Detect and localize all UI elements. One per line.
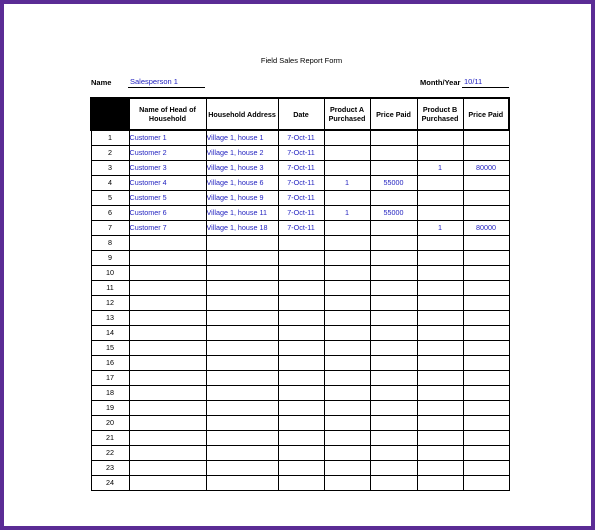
head-of-household-cell[interactable] xyxy=(129,401,206,416)
price-paid-a-cell[interactable] xyxy=(370,161,417,176)
row-number-cell: 17 xyxy=(91,371,129,386)
price-paid-a-cell[interactable] xyxy=(370,311,417,326)
table-row xyxy=(91,130,509,146)
product-a-cell[interactable] xyxy=(324,386,370,401)
household-address-cell[interactable] xyxy=(206,266,278,281)
date-cell[interactable] xyxy=(278,296,324,311)
sales-report-table xyxy=(90,97,510,491)
price-paid-a-cell[interactable] xyxy=(370,461,417,476)
household-address-cell[interactable] xyxy=(206,401,278,416)
head-of-household-cell[interactable] xyxy=(129,341,206,356)
head-of-household-cell[interactable] xyxy=(129,311,206,326)
product-b-cell[interactable] xyxy=(417,206,463,221)
product-b-cell[interactable] xyxy=(417,281,463,296)
row-number-cell: 7 xyxy=(91,221,129,236)
table-row xyxy=(91,266,509,281)
table-row xyxy=(91,371,509,386)
household-address-cell[interactable] xyxy=(206,416,278,431)
date-cell[interactable] xyxy=(278,476,324,491)
product-a-cell[interactable] xyxy=(324,266,370,281)
price-paid-a-cell[interactable] xyxy=(370,476,417,491)
price-paid-b-cell[interactable] xyxy=(463,146,509,161)
head-of-household-cell[interactable] xyxy=(129,371,206,386)
product-b-cell[interactable] xyxy=(417,416,463,431)
household-address-cell[interactable] xyxy=(206,296,278,311)
household-address-cell[interactable] xyxy=(206,281,278,296)
table-row xyxy=(91,446,509,461)
table-row xyxy=(91,461,509,476)
row-number-cell: 9 xyxy=(91,251,129,266)
price-paid-a-cell[interactable] xyxy=(370,416,417,431)
row-number-cell: 3 xyxy=(91,161,129,176)
household-address-cell[interactable]: Village 1, house 18 xyxy=(206,221,278,236)
price-paid-b-cell[interactable] xyxy=(463,431,509,446)
product-b-cell[interactable] xyxy=(417,130,463,146)
head-of-household-cell[interactable] xyxy=(129,296,206,311)
price-paid-b-cell[interactable] xyxy=(463,461,509,476)
product-a-cell[interactable] xyxy=(324,161,370,176)
month-year-field[interactable]: 10/11 xyxy=(462,77,509,88)
header-product-b-purchased: Product B Purchased xyxy=(417,98,463,130)
form-title: Field Sales Report Form xyxy=(260,56,343,65)
row-number-cell: 5 xyxy=(91,191,129,206)
price-paid-a-cell[interactable] xyxy=(370,371,417,386)
date-cell[interactable] xyxy=(278,371,324,386)
row-number-cell: 20 xyxy=(91,416,129,431)
product-b-cell[interactable] xyxy=(417,431,463,446)
price-paid-b-cell[interactable] xyxy=(463,356,509,371)
head-of-household-cell[interactable] xyxy=(129,236,206,251)
table-row xyxy=(91,431,509,446)
header-head-of-household: Name of Head of Household xyxy=(129,98,206,130)
date-cell[interactable] xyxy=(278,401,324,416)
table-row xyxy=(91,176,509,191)
price-paid-a-cell[interactable] xyxy=(370,401,417,416)
product-b-cell[interactable] xyxy=(417,146,463,161)
row-number-cell: 12 xyxy=(91,296,129,311)
date-cell[interactable]: 7-Oct-11 xyxy=(278,130,324,146)
price-paid-b-cell[interactable] xyxy=(463,341,509,356)
table-row xyxy=(91,281,509,296)
table-row xyxy=(91,341,509,356)
product-b-cell[interactable] xyxy=(417,341,463,356)
table-row xyxy=(91,161,509,176)
row-number-cell: 2 xyxy=(91,146,129,161)
row-number-cell: 11 xyxy=(91,281,129,296)
product-a-cell[interactable] xyxy=(324,146,370,161)
price-paid-b-cell[interactable]: 80000 xyxy=(463,161,509,176)
date-cell[interactable]: 7-Oct-11 xyxy=(278,221,324,236)
price-paid-b-cell[interactable] xyxy=(463,296,509,311)
row-number-cell: 1 xyxy=(91,130,129,146)
price-paid-a-cell[interactable] xyxy=(370,251,417,266)
product-a-cell[interactable]: 1 xyxy=(324,176,370,191)
price-paid-a-cell[interactable] xyxy=(370,236,417,251)
price-paid-a-cell[interactable] xyxy=(370,386,417,401)
household-address-cell[interactable]: Village 1, house 11 xyxy=(206,206,278,221)
head-of-household-cell[interactable] xyxy=(129,416,206,431)
table-row xyxy=(91,221,509,236)
head-of-household-cell[interactable]: Customer 6 xyxy=(129,206,206,221)
row-number-cell: 14 xyxy=(91,326,129,341)
price-paid-b-cell[interactable] xyxy=(463,191,509,206)
price-paid-b-cell[interactable] xyxy=(463,206,509,221)
head-of-household-cell[interactable]: Customer 1 xyxy=(129,130,206,146)
table-body xyxy=(91,130,509,491)
head-of-household-cell[interactable] xyxy=(129,356,206,371)
household-address-cell[interactable] xyxy=(206,461,278,476)
header-product-a-purchased: Product A Purchased xyxy=(324,98,370,130)
product-a-cell[interactable] xyxy=(324,221,370,236)
price-paid-b-cell[interactable] xyxy=(463,311,509,326)
product-b-cell[interactable]: 1 xyxy=(417,221,463,236)
price-paid-a-cell[interactable] xyxy=(370,191,417,206)
date-cell[interactable] xyxy=(278,356,324,371)
household-address-cell[interactable] xyxy=(206,236,278,251)
product-a-cell[interactable] xyxy=(324,356,370,371)
date-cell[interactable]: 7-Oct-11 xyxy=(278,176,324,191)
table-row xyxy=(91,236,509,251)
name-field[interactable]: Salesperson 1 xyxy=(128,77,205,88)
product-a-cell[interactable] xyxy=(324,431,370,446)
date-cell[interactable]: 7-Oct-11 xyxy=(278,191,324,206)
price-paid-a-cell[interactable] xyxy=(370,431,417,446)
table-row xyxy=(91,386,509,401)
table-header-row xyxy=(91,98,509,130)
product-b-cell[interactable] xyxy=(417,356,463,371)
price-paid-a-cell[interactable] xyxy=(370,146,417,161)
product-a-cell[interactable] xyxy=(324,416,370,431)
row-number-cell: 6 xyxy=(91,206,129,221)
row-number-cell: 21 xyxy=(91,431,129,446)
price-paid-b-cell[interactable] xyxy=(463,266,509,281)
price-paid-b-cell[interactable] xyxy=(463,326,509,341)
product-a-cell[interactable] xyxy=(324,341,370,356)
price-paid-a-cell[interactable]: 55000 xyxy=(370,176,417,191)
product-b-cell[interactable] xyxy=(417,386,463,401)
price-paid-b-cell[interactable] xyxy=(463,446,509,461)
price-paid-b-cell[interactable] xyxy=(463,281,509,296)
date-cell[interactable] xyxy=(278,416,324,431)
product-a-cell[interactable] xyxy=(324,311,370,326)
head-of-household-cell[interactable] xyxy=(129,266,206,281)
head-of-household-cell[interactable]: Customer 2 xyxy=(129,146,206,161)
price-paid-b-cell[interactable] xyxy=(463,371,509,386)
household-address-cell[interactable] xyxy=(206,431,278,446)
household-address-cell[interactable] xyxy=(206,251,278,266)
date-cell[interactable]: 7-Oct-11 xyxy=(278,206,324,221)
table-row xyxy=(91,296,509,311)
product-a-cell[interactable] xyxy=(324,251,370,266)
table-row xyxy=(91,206,509,221)
product-b-cell[interactable] xyxy=(417,311,463,326)
date-cell[interactable] xyxy=(278,461,324,476)
product-b-cell[interactable] xyxy=(417,296,463,311)
table-row xyxy=(91,476,509,491)
head-of-household-cell[interactable]: Customer 3 xyxy=(129,161,206,176)
product-b-cell[interactable] xyxy=(417,266,463,281)
row-number-cell: 15 xyxy=(91,341,129,356)
row-number-cell: 18 xyxy=(91,386,129,401)
date-cell[interactable] xyxy=(278,446,324,461)
date-cell[interactable] xyxy=(278,386,324,401)
price-paid-a-cell[interactable] xyxy=(370,296,417,311)
price-paid-b-cell[interactable] xyxy=(463,416,509,431)
table-row xyxy=(91,146,509,161)
price-paid-b-cell[interactable] xyxy=(463,130,509,146)
row-number-cell: 13 xyxy=(91,311,129,326)
row-number-cell: 16 xyxy=(91,356,129,371)
price-paid-b-cell[interactable] xyxy=(463,401,509,416)
table-row xyxy=(91,416,509,431)
product-a-cell[interactable] xyxy=(324,476,370,491)
table-row xyxy=(91,251,509,266)
head-of-household-cell[interactable] xyxy=(129,461,206,476)
price-paid-b-cell[interactable]: 80000 xyxy=(463,221,509,236)
header-price-paid-a: Price Paid xyxy=(370,98,417,130)
product-b-cell[interactable] xyxy=(417,446,463,461)
date-cell[interactable] xyxy=(278,341,324,356)
household-address-cell[interactable] xyxy=(206,386,278,401)
product-a-cell[interactable] xyxy=(324,130,370,146)
product-b-cell[interactable] xyxy=(417,191,463,206)
household-address-cell[interactable] xyxy=(206,311,278,326)
date-cell[interactable] xyxy=(278,236,324,251)
date-cell[interactable] xyxy=(278,431,324,446)
product-b-cell[interactable] xyxy=(417,401,463,416)
product-a-cell[interactable]: 1 xyxy=(324,206,370,221)
head-of-household-cell[interactable] xyxy=(129,431,206,446)
row-number-cell: 19 xyxy=(91,401,129,416)
household-address-cell[interactable]: Village 1, house 3 xyxy=(206,161,278,176)
date-cell[interactable] xyxy=(278,311,324,326)
product-a-cell[interactable] xyxy=(324,461,370,476)
head-of-household-cell[interactable] xyxy=(129,386,206,401)
header-price-paid-b: Price Paid xyxy=(463,98,509,130)
product-b-cell[interactable]: 1 xyxy=(417,161,463,176)
price-paid-a-cell[interactable]: 55000 xyxy=(370,206,417,221)
price-paid-a-cell[interactable] xyxy=(370,130,417,146)
head-of-household-cell[interactable] xyxy=(129,326,206,341)
household-address-cell[interactable] xyxy=(206,356,278,371)
date-cell[interactable] xyxy=(278,281,324,296)
head-of-household-cell[interactable] xyxy=(129,251,206,266)
head-of-household-cell[interactable]: Customer 4 xyxy=(129,176,206,191)
name-label: Name xyxy=(91,78,112,87)
row-number-cell: 24 xyxy=(91,476,129,491)
table-row xyxy=(91,401,509,416)
table-row xyxy=(91,311,509,326)
product-a-cell[interactable] xyxy=(324,326,370,341)
date-cell[interactable] xyxy=(278,326,324,341)
household-address-cell[interactable] xyxy=(206,341,278,356)
head-of-household-cell[interactable]: Customer 5 xyxy=(129,191,206,206)
header-date: Date xyxy=(278,98,324,130)
table-row xyxy=(91,356,509,371)
date-cell[interactable]: 7-Oct-11 xyxy=(278,161,324,176)
row-number-cell: 22 xyxy=(91,446,129,461)
table-row xyxy=(91,326,509,341)
product-a-cell[interactable] xyxy=(324,401,370,416)
price-paid-a-cell[interactable] xyxy=(370,266,417,281)
product-b-cell[interactable] xyxy=(417,476,463,491)
date-cell[interactable]: 7-Oct-11 xyxy=(278,146,324,161)
price-paid-a-cell[interactable] xyxy=(370,341,417,356)
product-a-cell[interactable] xyxy=(324,281,370,296)
price-paid-b-cell[interactable] xyxy=(463,176,509,191)
head-of-household-cell[interactable] xyxy=(129,281,206,296)
product-b-cell[interactable] xyxy=(417,251,463,266)
row-number-cell: 8 xyxy=(91,236,129,251)
price-paid-a-cell[interactable] xyxy=(370,221,417,236)
household-address-cell[interactable] xyxy=(206,476,278,491)
head-of-household-cell[interactable] xyxy=(129,476,206,491)
row-number-cell: 10 xyxy=(91,266,129,281)
head-of-household-cell[interactable]: Customer 7 xyxy=(129,221,206,236)
product-b-cell[interactable] xyxy=(417,236,463,251)
product-b-cell[interactable] xyxy=(417,176,463,191)
price-paid-b-cell[interactable] xyxy=(463,476,509,491)
row-number-cell: 4 xyxy=(91,176,129,191)
product-a-cell[interactable] xyxy=(324,236,370,251)
product-b-cell[interactable] xyxy=(417,326,463,341)
product-a-cell[interactable] xyxy=(324,296,370,311)
household-address-cell[interactable] xyxy=(206,446,278,461)
date-cell[interactable] xyxy=(278,251,324,266)
household-address-cell[interactable]: Village 1, house 6 xyxy=(206,176,278,191)
price-paid-b-cell[interactable] xyxy=(463,236,509,251)
row-number-cell: 23 xyxy=(91,461,129,476)
product-a-cell[interactable] xyxy=(324,446,370,461)
month-year-label: Month/Year xyxy=(420,78,461,87)
header-household-address: Household Address xyxy=(206,98,278,130)
date-cell[interactable] xyxy=(278,266,324,281)
price-paid-a-cell[interactable] xyxy=(370,326,417,341)
price-paid-a-cell[interactable] xyxy=(370,446,417,461)
household-address-cell[interactable] xyxy=(206,371,278,386)
table-row xyxy=(91,191,509,206)
price-paid-b-cell[interactable] xyxy=(463,386,509,401)
price-paid-b-cell[interactable] xyxy=(463,251,509,266)
product-b-cell[interactable] xyxy=(417,371,463,386)
price-paid-a-cell[interactable] xyxy=(370,281,417,296)
household-address-cell[interactable] xyxy=(206,326,278,341)
household-address-cell[interactable]: Village 1, house 9 xyxy=(206,191,278,206)
household-address-cell[interactable]: Village 1, house 2 xyxy=(206,146,278,161)
head-of-household-cell[interactable] xyxy=(129,446,206,461)
header-corner-cell xyxy=(91,98,129,130)
product-a-cell[interactable] xyxy=(324,371,370,386)
household-address-cell[interactable]: Village 1, house 1 xyxy=(206,130,278,146)
product-b-cell[interactable] xyxy=(417,461,463,476)
price-paid-a-cell[interactable] xyxy=(370,356,417,371)
product-a-cell[interactable] xyxy=(324,191,370,206)
